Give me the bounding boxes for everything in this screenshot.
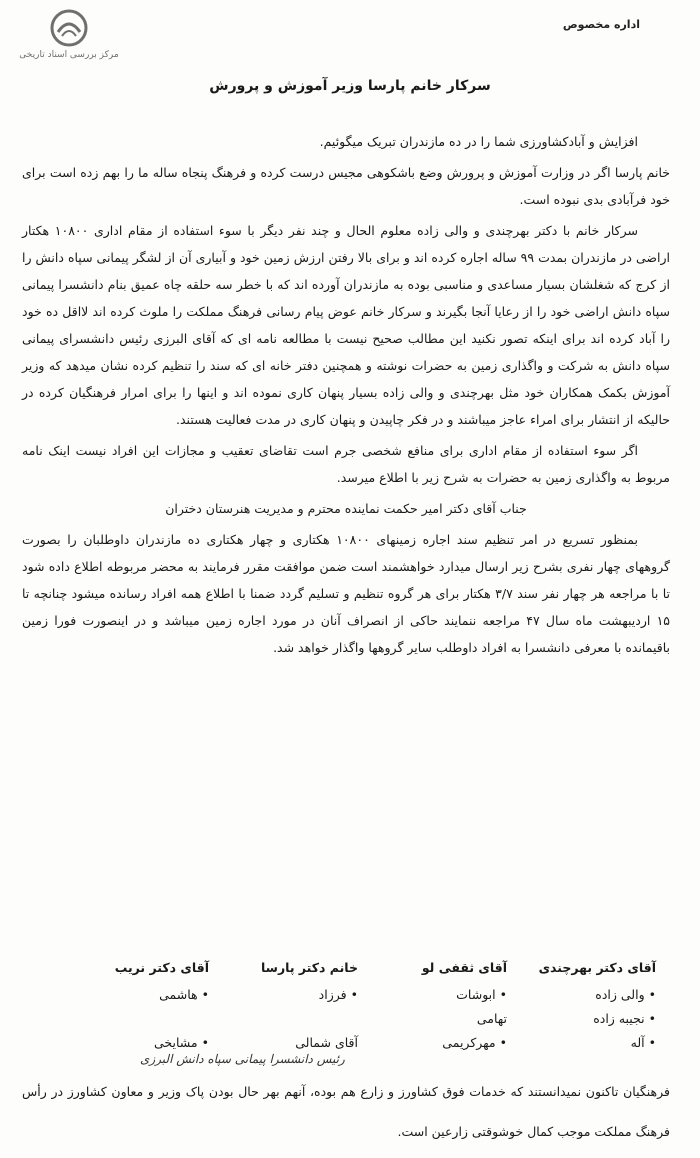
office-stamp-text: اداره مخصوص: [562, 18, 640, 31]
name-cell: •هاشمی: [159, 987, 209, 1002]
closing-section: [22, 1072, 670, 1156]
group-head-4: آقای دکتر نریب: [114, 960, 209, 975]
closing-paragraph: فرهنگیان تاکنون نمیدانستند که خدمات فوق کشاورز و زارع هم بوده، آنهم بهر حال بودن پاک وزیر و معاون کشاورز در رأس فرهنگ مملکت موجب کمال خوشوقتی زارعین است.: [22, 1084, 670, 1139]
name-cell: تهامی: [476, 1011, 507, 1026]
document-body: [22, 128, 670, 665]
name-cell: [60, 1007, 209, 1031]
name-cell: •ابوشات: [456, 987, 507, 1002]
name-cell: •فرزاد: [318, 987, 358, 1002]
archive-logo-icon: [46, 8, 92, 48]
archive-logo: [14, 8, 124, 60]
document-title: سرکار خانم پارسا وزیر آموزش و پرورش: [209, 78, 491, 94]
name-cell: [209, 1007, 358, 1031]
group-head-2: آقای ثقفی لو: [421, 960, 507, 975]
name-cell: •مهرکریمی: [442, 1035, 507, 1050]
paragraph-3: سرکار خانم با دکتر بهرچندی و والی زاده معلوم الحال و چند نفر دیگر با سوء استفاده از مقام اداری ۱۰۸۰۰ هکتار اراضی در مازندران بمدت ۹۹ ساله اجاره کرده اند و برای بالا رفتن ارزش زمین خود و آبیاری آن از لشگر پیمانی سپاه دانش را از کرج که شغلشان بسیار مساعدی و مناسبی بوده به مازندران آورده اند که با خطر سه حلقه چاه عمیق بنام دانشسرا پیمانی سپاه دانش اراضی خود را از رعایا آنجا بگیرند و سرکار خانم عوض پیام رسانی فرهنگ مملکت را ملوث کرده اند لااقل ده خود را آباد کرده اند برای اینکه تصور نکنید این مطالب صحیح نیست با مطالعه نامه ای که آقای البرزی رئیس دانشسرای پیمانی سپاه دانش به شرکت و واگذاری زمین به حضرات نوشته و همچنین دفتر خانه ای که سند را تنظیم کرده نشان میدهد که وزیر آموزش بکمک همکاران خود مثل بهرچندی و والی زاده بسیار پنهان کاری نموده اند و اینها را برای امرار فرهنگیان کرده در حالیکه از انتشار برای امراء عاجز میباشند و در فکر چاپیدن و پنهان کاری در مدت فعالیت هستند.: [22, 223, 670, 427]
archive-logo-text: مرکز بررسی اسناد تاریخی: [19, 50, 119, 60]
paragraph-4: اگر سوء استفاده از مقام اداری برای منافع شخصی جرم است تقاضای تعقیب و مجازات این افراد نیست اینک نامه مربوط به واگذاری زمین به حضرات به شرح زیر با اطلاع میرسد.: [22, 443, 670, 485]
paragraph-2: خانم پارسا اگر در وزارت آموزش و پرورش وضع باشکوهی مجیس درست کرده و فرهنگ پنجاه ساله ما را بهم زده است برای خود فرآبادی بدی نبوده است.: [22, 165, 670, 207]
signature-line: رئیس دانشسرا پیمانی سپاه دانش البرزی: [140, 1052, 345, 1066]
name-cell: •آله: [630, 1035, 656, 1050]
paragraph-1: افزایش و آبادکشاورزی شما را در ده مازندران تبریک میگوئیم.: [319, 134, 638, 149]
name-cell: •والی زاده: [595, 987, 656, 1002]
group-head-1: آقای دکتر بهرچندی: [538, 960, 656, 975]
letter-body: بمنظور تسریع در امر تنظیم سند اجاره زمینهای ۱۰۸۰۰ هکتاری و چهار هکتاری ده مازندران داوطلبان را بصورت گروههای چهار نفری بشرح زیر ارسال میدارد خواهشمند است ضمن موافقت مقرر فرمایند به محضر مربوطه اطلاع داده شود تا با مراجعه هر چهار نفر سند ۳/۷ هکتار برای هر گروه تنظیم و تسلیم گردد ضمنا با اطلاع همه افراد رسانده میشود چنانچه تا ۱۵ اردیبهشت ماه سال ۴۷ مراجعه ننمایند حاکی از انصراف آنان در مورد اجاره زمین میباشد و در اینصورت فورا زمین باقیمانده با معرفی دانشسرا به افراد داوطلب سایر گروهها واگذار خواهد شد.: [22, 532, 670, 655]
names-table: [60, 960, 656, 1050]
letter-addressee: جناب آقای دکتر امیر حکمت نماینده محترم و مدیریت هنرستان دختران: [165, 501, 527, 516]
name-cell: •مشایخی: [154, 1035, 209, 1050]
name-cell: •نجیبه زاده: [593, 1011, 656, 1026]
name-cell: آقای شمالی: [295, 1035, 358, 1050]
group-head-3: خانم دکتر پارسا: [260, 960, 358, 975]
